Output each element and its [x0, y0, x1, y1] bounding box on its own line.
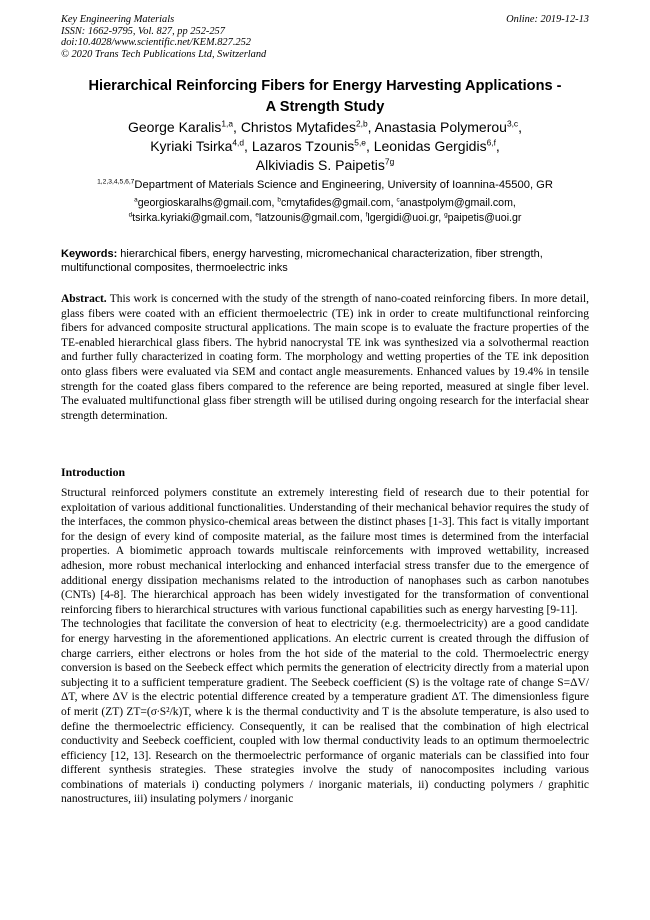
email-address: anastpolym@gmail.com	[399, 197, 513, 209]
author-name: Anastasia Polymerou	[374, 119, 507, 135]
journal-header	[61, 14, 266, 60]
author-name: Lazaros Tzounis	[251, 138, 355, 154]
author-sep: ,	[233, 119, 241, 135]
author-list	[40, 118, 610, 175]
keywords	[61, 247, 589, 275]
copyright-line: © 2020 Trans Tech Publications Ltd, Switzerland	[61, 48, 267, 60]
author-sep: ,	[244, 138, 252, 154]
online-date: Online: 2019-12-13	[506, 14, 589, 25]
email-sup: g	[444, 211, 448, 219]
author-sup: 1,a	[221, 118, 234, 129]
author-sup: 3,c	[506, 118, 519, 129]
email-line	[40, 211, 610, 226]
author-sep: ,	[365, 138, 374, 154]
email-address: lgergidi@uoi.gr	[367, 212, 439, 224]
author-sup: 7g	[384, 156, 395, 167]
email-sup: f	[365, 211, 368, 219]
author-sep: ,	[367, 119, 375, 135]
abstract	[61, 292, 589, 423]
author-name: Alkiviadis S. Paipetis	[255, 157, 385, 173]
author-sep: ,	[518, 119, 523, 135]
paper-title	[40, 76, 610, 118]
author-sep: ,	[495, 138, 500, 154]
email-address: cmytafides@gmail.com	[280, 197, 391, 209]
author-sup: 6,f	[486, 137, 496, 148]
email-sep: ,	[271, 197, 278, 209]
email-sep: ,	[249, 212, 256, 224]
introduction-body	[61, 486, 589, 807]
email-sep: ,	[390, 197, 397, 209]
email-sup: a	[134, 196, 138, 204]
email-sup: c	[396, 196, 400, 204]
keywords-text: hierarchical fibers, energy harvesting, micromechanical characterization, fiber strength, multifunctional composites, thermoelectric inks	[61, 248, 543, 275]
email-sup: b	[277, 196, 281, 204]
title-line-2: A Strength Study	[265, 99, 385, 115]
section-heading: Introduction	[61, 465, 126, 479]
email-address: paipetis@uoi.gr	[447, 212, 522, 224]
author-sup: 2,b	[355, 118, 368, 129]
author-line	[40, 137, 610, 156]
email-address: georgioskaralhs@gmail.com	[137, 197, 272, 209]
email-sep: ,	[512, 197, 516, 209]
email-sup: d	[128, 211, 133, 219]
issn-line: ISSN: 1662-9795, Vol. 827, pp 252-257	[61, 25, 225, 37]
email-sep: ,	[359, 212, 366, 224]
keywords-label: Keywords:	[61, 248, 118, 260]
author-sup: 4,d	[232, 137, 245, 148]
email-line	[40, 196, 610, 211]
author-name: Leonidas Gergidis	[373, 138, 487, 154]
paragraph: The technologies that facilitate the conversion of heat to electricity (e.g. thermoelectricity) are a good candidate for energy harvesting in the aforementioned applications. An electric current is created through the diffusion of charge carriers, either electrons or holes from the hot side of the material to the cold. Thermoelectric energy conversion is based on the Seebeck effect which permits the generation of electricity directly from a material upon subjecting it to a sufficient temperature gradient. The Seebeck coefficient (S) is the voltage rate of change S=ΔV/ΔT, where ΔV is the electric potential difference created by a temperature gradient ΔT. The dimensionless figure of merit (ZT) ZT=(σ∙S²/k)T, where k is the thermal conductivity and T is the absolute temperature, is also used to define the thermoelectric efficiency. Consequently, it can be realised that the combination of high electrical conductivity and Seebeck coefficient, coupled with low thermal conductivity leads to an optimum thermoelectric efficiency [12, 13]. Research on the thermoelectric performance of organic materials can be classified into four different synthesis strategies. These strategies involve the study of nanocomposites including various combinations of materials i) conducting polymers / inorganic materials, ii) conducting polymers / graphitic nanostructures, iii) insulating polymers / inorganic	[61, 618, 589, 806]
affiliation-text: Department of Materials Science and Engineering, University of Ioannina-45500, GR	[134, 179, 553, 191]
email-sup: e	[255, 211, 259, 219]
author-sup: 5,e	[354, 137, 366, 148]
author-name: Kyriaki Tsirka	[150, 138, 233, 154]
email-address: tsirka.kyriaki@gmail.com	[132, 212, 250, 224]
email-sep: ,	[438, 212, 445, 224]
email-address: latzounis@gmail.com	[258, 212, 360, 224]
title-line-1: Hierarchical Reinforcing Fibers for Energy Harvesting Applications -	[88, 78, 562, 94]
affiliation	[40, 177, 610, 193]
author-name: Christos Mytafides	[240, 119, 356, 135]
journal-name: Key Engineering Materials	[61, 14, 175, 25]
author-name: George Karalis	[127, 119, 222, 135]
author-line	[40, 156, 610, 175]
author-line	[40, 118, 610, 137]
abstract-text: This work is concerned with the study of the strength of nano-coated reinforcing fibers. In more detail, glass fibers were coated with an efficient thermoelectric (TE) ink in order to create multifunctional reinforcing fibers for advanced composite structural applications. The main scope is to evaluate the fracture properties of the TE-enabled hierarchical glass fibers. The hybrid nanocrystal TE ink was synthesized via a solvothermal reaction and further fully characterized in coating form. The morphology and wetting properties of the TE ink deposition onto glass fibers were evaluated via SEM and contact angle measurements. Enhanced values by 19.4% in tensile strength for the coated glass fibers compared to the reference are being reported, measured at single fiber level. The evaluated multifunctional glass fiber strength will be utilised during ongoing research for the interfacial shear strength determination.	[61, 293, 589, 422]
affiliation-sup: 1,2,3,4,5,6,7	[97, 178, 135, 186]
email-list	[40, 196, 610, 226]
doi-line: doi:10.4028/www.scientific.net/KEM.827.252	[61, 37, 251, 48]
abstract-label: Abstract.	[61, 293, 107, 305]
paragraph: Structural reinforced polymers constitute an extremely interesting field of research due to their potential for exploitation of various additional functionalities. Understanding of their mechanical behavior requires the study of the interfaces, the common physico-chemical areas between the distinct phases [1-3]. This fact is vitally important for the design of every kind of composite material, as the failure most times is determined from the interfacial properties. A biomimetic approach towards multiscale reinforcements with improved wettability, increased adhesion, more robust mechanical interlocking and enhanced interfacial stress transfer due to the emergence of additional energy dissipation mechanisms related to the introduction of nanophases such as carbon nanotubes (CNTs) [4-8]. The hierarchical approach has been widely investigated for the transformation of conventional reinforcing fibers to hierarchical structures with various functional capabilities such as energy harvesting [9-11].	[61, 487, 589, 616]
